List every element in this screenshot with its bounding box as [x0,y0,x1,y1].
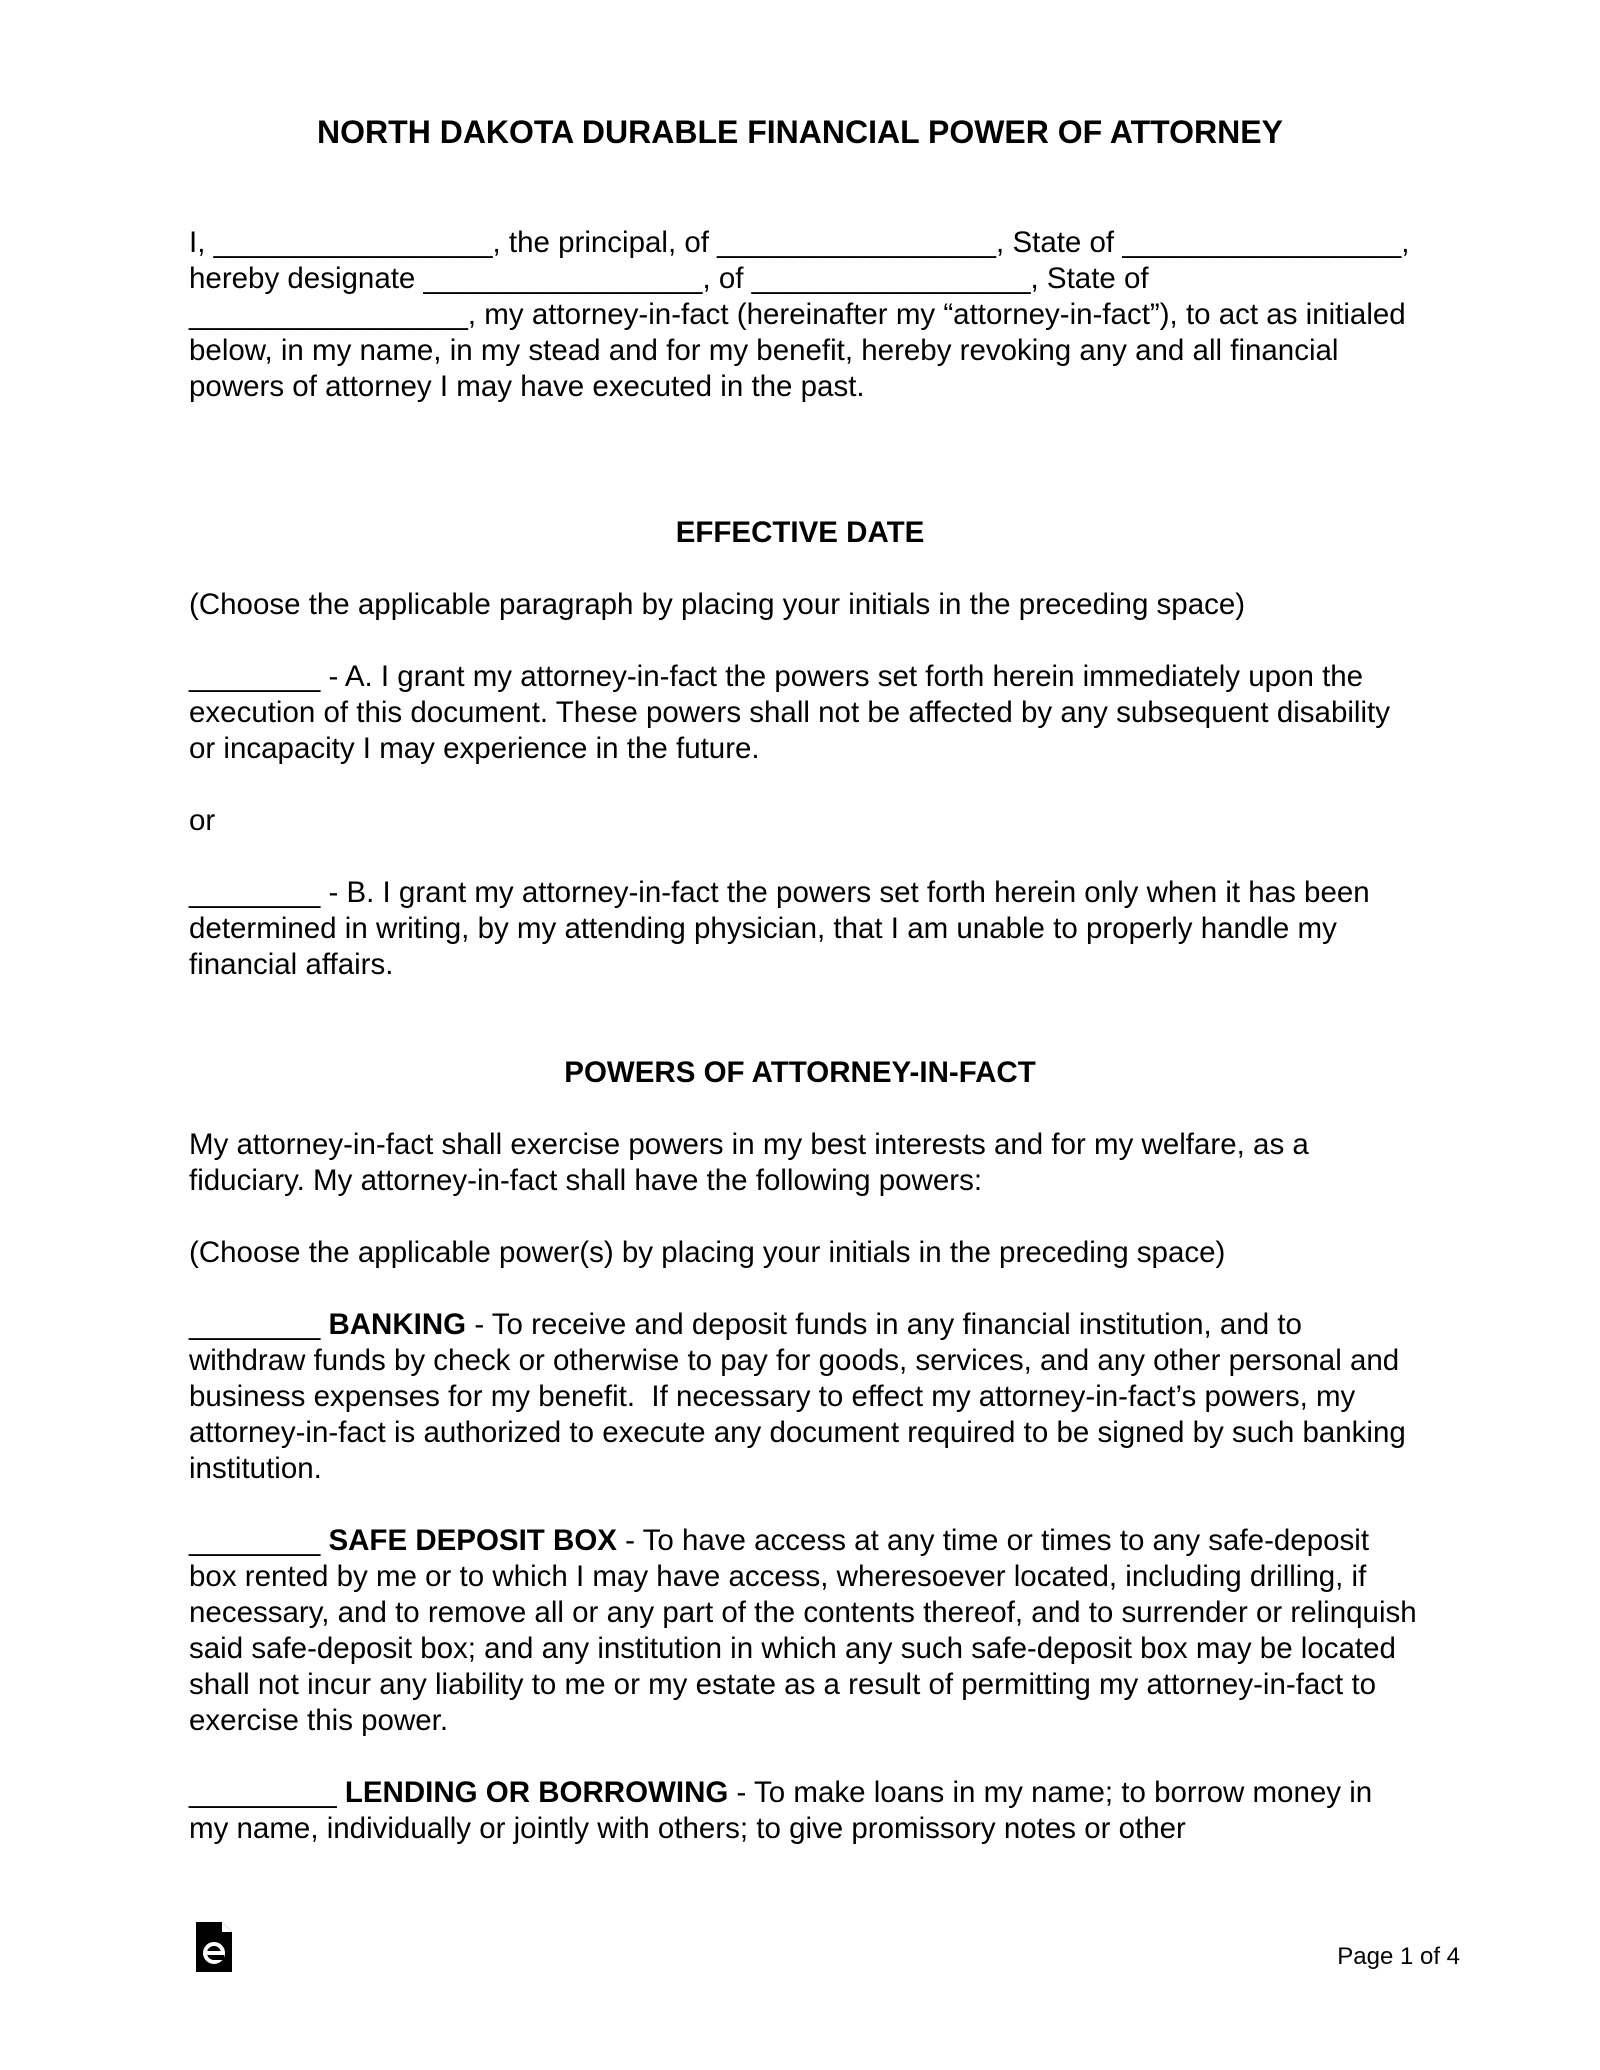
powers-intro: My attorney-in-fact shall exercise powers in my best interests and for my welfare, as a fiduciary. My attorney-in-fact shall have the following powers: [189,1128,1317,1197]
powers-instruction: (Choose the applicable power(s) by placing your initials in the preceding space) [189,1236,1226,1269]
power-text: - To have access at any time or times to any safe-deposit box rented by me or to which I may have access, wheresoever located, including drilling, if necessary, and to remove all or any part of the contents thereof, and to surrender or relinquish said safe-deposit box; and any institution in which any such safe-deposit box may be located shall not incur any liability to me or my estate as a result of permitting my attorney-in-fact to exercise this power. [189,1524,1425,1737]
power-item-safe-deposit-box [189,1523,1425,1739]
initial-blank: ________ [189,1308,329,1341]
power-item-lending-or-borrowing [189,1775,1419,1847]
eforms-logo-icon [196,1922,232,1972]
intro-paragraph: I, _________________, the principal, of _________________, State of _________________, hereby designate _________________, of _________________, State of _________________, my attorney-in-fact (hereinafter my “attorney-in-fact”), to act as initialed below, in my name, in my stead and for my benefit, hereby revoking any and all financial powers of attorney I may have executed in the past. [189,226,1418,403]
power-label: SAFE DEPOSIT BOX [328,1524,617,1557]
effective-date-or: or [189,804,216,837]
initial-blank: ________ [189,1524,329,1557]
effective-date-heading: EFFECTIVE DATE [675,516,925,549]
effective-date-option-b: ________ - B. I grant my attorney-in-fact the powers set forth herein only when it has been determined in writing, by my attending physician, that I am unable to properly handle my financial affairs. [189,876,1378,981]
page-number: Page 1 of 4 [1337,1943,1460,1970]
power-item-banking [189,1307,1419,1487]
effective-date-option-a: ________ - A. I grant my attorney-in-fact the powers set forth herein immediately upon the execution of this document. These powers shall not be affected by any subsequent disability or incapacity I may experience in the future. [189,660,1399,765]
power-text: - To make loans in my name; to borrow money in my name, individually or jointly with others; to give promissory notes or other [189,1776,1381,1845]
power-label: LENDING OR BORROWING [344,1776,729,1809]
document-title: NORTH DAKOTA DURABLE FINANCIAL POWER OF ATTORNEY [317,114,1283,150]
powers-heading: POWERS OF ATTORNEY-IN-FACT [564,1056,1036,1089]
effective-date-instruction: (Choose the applicable paragraph by placing your initials in the preceding space) [189,588,1246,621]
power-text: - To receive and deposit funds in any financial institution, and to withdraw funds by check or otherwise to pay for goods, services, and any other personal and business expenses for my benefit. If necessary to effect my attorney-in-fact’s powers, my attorney-in-fact is authorized to execute any document required to be signed by such banking institution. [189,1308,1414,1485]
power-label: BANKING [328,1308,467,1341]
initial-blank: _________ [189,1776,345,1809]
